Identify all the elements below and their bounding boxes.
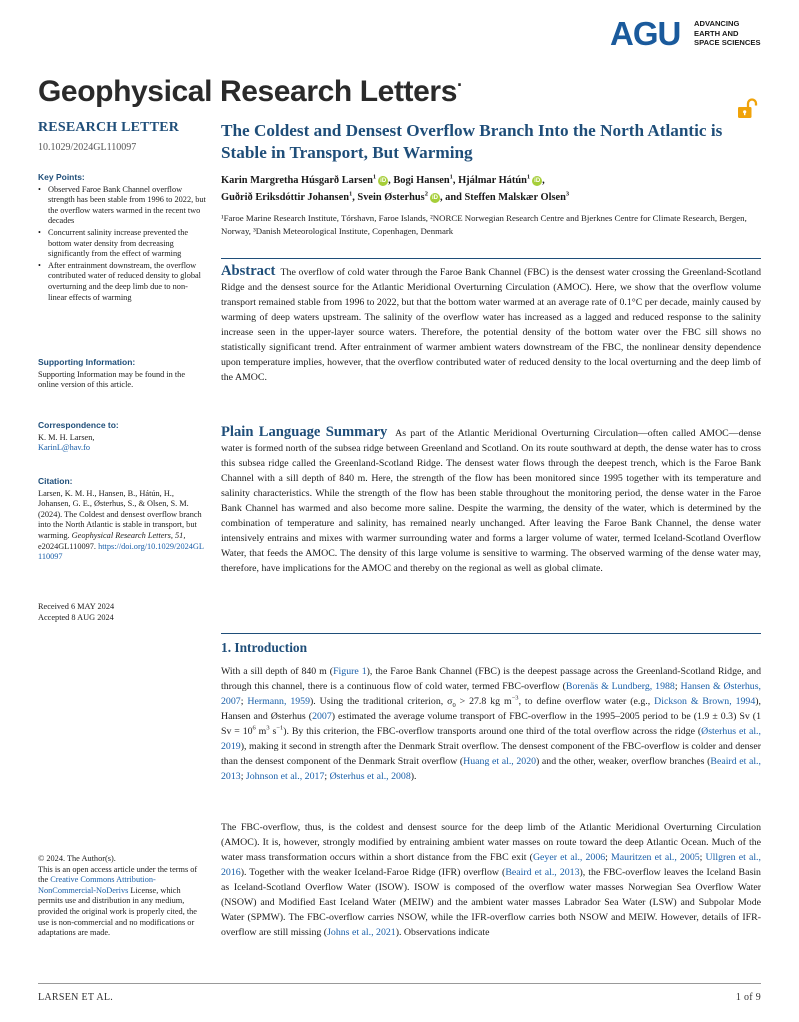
citation-link[interactable]: Ullgren et al., 2016 [221, 852, 761, 879]
received-date: Received 6 MAY 2024 [38, 602, 115, 611]
orcid-icon[interactable]: iD [431, 195, 438, 201]
affiliations: ¹Faroe Marine Research Institute, Tórshavn, Faroe Islands, ²NORCE Norwegian Research Centre and Bjerknes Centre for Climate Research, Bergen, Norway, ³Danish Meteorological Institute, Copenhagen, Denmark [221, 213, 747, 236]
orcid-icon[interactable]: iD [380, 178, 387, 184]
copyright [38, 854, 206, 939]
license-link[interactable]: Creative Commons Attribution-NonCommercial-NoDerivs [38, 875, 156, 895]
footer-divider [38, 983, 761, 984]
citation-link[interactable]: Østerhus et al., 2019 [221, 726, 761, 753]
citation-link[interactable]: Beaird et al., 2013 [221, 756, 761, 783]
citation-link[interactable]: Hermann, 1959 [247, 696, 311, 708]
citation-link[interactable]: Geyer et al., 2006 [532, 852, 606, 864]
agu-logo-tagline: ADVANCING EARTH AND SPACE SCIENCES [694, 19, 761, 47]
citation-link[interactable]: Johnson et al., 2017 [245, 771, 325, 783]
citation-link[interactable]: Beaird et al., 2013 [505, 867, 580, 879]
section-divider [221, 633, 761, 634]
introduction-heading: 1. Introduction [221, 640, 308, 655]
author-name[interactable]: , Hjálmar Hátún [452, 175, 527, 186]
citation-text: Larsen, K. M. H., Hansen, B., Hátún, H., Johansen, G. E., Østerhus, S., & Olsen, S. M. (2024). The Coldest and densest overflow branch into the North Atlantic is stable in transport, but warming. [38, 488, 202, 540]
citation-doi-link[interactable]: https://doi.org/10.1029/2024GL110097 [38, 541, 204, 562]
abstract-heading: Abstract [221, 263, 276, 279]
article-title: The Coldest and Densest Overflow Branch Into the North Atlantic is Stable in Transport, But Warming [221, 121, 723, 162]
correspondence-heading: Correspondence to: [38, 420, 119, 430]
figure-link[interactable]: Figure 1 [333, 666, 367, 677]
abstract-text: The overflow of cold water through the Faroe Bank Channel (FBC) is the densest water crossing the Greenland-Scotland Ridge and the densest source for the Atlantic Meridional Overturning Circulation (AMOC). Here, we show that the overflow volume transport remained stable from 1996 to 2022, but that the bottom water warmed at an average rate of 0.1°C per decade, mainly caused by warming of deep waters upstream. The salinity of the overflow water has increased as a lagged and reduced response to the salinity increase seen in the upper-layer source waters. Therefore, the potential density of the bottom water over the FBC sill shows no statistically significant trend. After entrainment of warmer ambient waters downstream of the FBC, the nonlinear density dependence upon temperature implies, however, that the overflow contributed water of reduced density to the local overturning and the deep limb of the AMOC. [221, 267, 761, 384]
key-point-item: • Concurrent salinity increase prevented the bottom water density from decreasing significantly from the effect of warming [38, 228, 206, 260]
citation-link[interactable]: Østerhus et al., 2008 [329, 771, 411, 783]
intro-paragraph-2: The FBC-overflow, thus, is the coldest and densest source for the deep limb of the Atlantic Meridional Overturning Circulation (AMOC). It is, however, strongly modified by entraining ambient water masses on route toward the deep Atlantic Ocean. Much of the water mass transformation occurs within a short distance from the FBC exit (Geyer et al., 2006; Mauritzen et al., 2005; Ullgren et al., 2016). Together with the weaker Iceland-Faroe Ridge (IFR) overflow (Beaird et al., 2013), the FBC-overflow leaves the Iceland Basin as Iceland-Scotland Overflow Water (ISOW). ISOW is composed of the overflow water masses Norwegian Sea Overflow Water (NSOW) and Modified East Iceland Water (MEIW) and the ambient water masses Labrador Sea Water (LSW) and Subpolar Mode Water (SPMW). The FBC-overflow carries NSOW, while the IFR-overflow carries both NSOW and MEIW. However, details of IFR-overflow are still missing (Johns et al., 2021). Observations indicate [221, 822, 761, 939]
dates [38, 602, 206, 623]
key-points-heading: Key Points: [38, 172, 85, 182]
key-point-item: • Observed Faroe Bank Channel overflow strength has been stable from 1996 to 2022, but the overflow waters warmed in the recent two decades [38, 185, 206, 227]
supporting-heading: Supporting Information: [38, 357, 136, 367]
page-number: 1 of 9 [735, 992, 761, 1003]
pls-heading: Plain Language Summary [221, 424, 388, 440]
article-type: RESEARCH LETTER [38, 120, 180, 135]
citation-journal: Geophysical Research Letters, 51, [71, 530, 186, 540]
open-access-lock-icon [736, 98, 758, 120]
citation-heading: Citation: [38, 476, 73, 486]
correspondence-email-link[interactable]: KarinL@hav.fo [38, 443, 91, 453]
license-pre: This is an open access article under the terms of the [38, 864, 198, 885]
citation-link[interactable]: Huang et al., 2020 [463, 756, 537, 768]
plain-language-summary [221, 425, 761, 576]
citation-link[interactable]: Dickson & Brown, 1994 [654, 696, 756, 708]
key-point-item: • After entrainment downstream, the overflow contributed water of reduced density to global overturning and the deep limb due to non-linear effects of warming [38, 261, 206, 303]
citation-link[interactable]: Hansen & Østerhus, 2007 [221, 681, 762, 708]
abstract [221, 264, 761, 385]
supporting-information [38, 357, 206, 391]
pls-text: As part of the Atlantic Meridional Overturning Circulation—often called AMOC—dense water is formed north of the subsea ridge between Greenland and Scotland. On its route southward at depth, the dense water has to cross this subsea ridge called the Greenland-Scotland Ridge. The densest water flows through the deepest trench, which is the Faroe Bank Channel with a sill depth of 840 m. Here, the strength of the flow has been monitored since 1995 together with its temperature and salinity characteristics. While the strength of the flow has been stable throughout the monitoring period, the dense water in the Faroe Bank Channel has warmed and also become more saline. Despite the warming, the density of the water, which is determined by the combination of temperature and salinity, has remained nearly unchanged. After leaving the Faroe Bank Channel, the dense water intensively entrains and mixes with warmer surrounding water and forms a larger volume of water, termed Iceland-Scotland Overflow Water, that feeds the AMOC. The density of this large volume is sensitive to warming. The observed warming of the dense water may, therefore, have implications for the AMOC and thereby on the regional as well as global climate. [221, 428, 761, 575]
citation-link[interactable]: 2007 [312, 711, 332, 723]
citation-link[interactable]: Johns et al., 2021 [327, 927, 396, 939]
key-points [38, 172, 206, 304]
citation-article: e2024GL110097. [38, 541, 96, 551]
article-doi[interactable]: 10.1029/2024GL110097 [38, 142, 137, 153]
copyright-line: © 2024. The Author(s). [38, 854, 116, 863]
citation [38, 476, 206, 563]
section-divider [221, 258, 761, 259]
author-name[interactable]: Guðrið Eriksdóttir Johansen [221, 192, 349, 203]
supporting-text: Supporting Information may be found in the online version of this article. [38, 369, 186, 390]
intro-paragraph-1: With a sill depth of 840 m (Figure 1), the Faroe Bank Channel (FBC) is the deepest passage across the Greenland-Scotland Ridge, and through this channel, there is a continuous flow of cold water, termed FBC-overflow (Borenäs & Lundberg, 1988; Hansen & Østerhus, 2007; Hermann, 1959). Using the traditional criterion, $\sigma_0 > 27.8$ kg $m^{-3}$, to define overflow water (e.g., Dickson & Brown, 1994), Hansen and Østerhus (2007) estimated the average volume transport of FBC-overflow in the 1995–2005 period to be (1.9 ± 0.3) Sv (1 $Sv = 10^6$ $m^3$ $s^{-1}$). By this criterion, the FBC-overflow transports around one third of the total overflow across the ridge (Østerhus et al., 2019), making it second in strength after the Denmark Strait overflow. The densest component of the FBC-overflow is colder and denser than the densest component of the Denmark Strait overflow (Huang et al., 2020) and the other, weaker, overflow branches (Beaird et al., 2013; Johnson et al., 2017; Østerhus et al., 2008). [221, 666, 762, 783]
author-list: Karin Margretha Húsgarð Larsen$^1$iD , Bogi Hansen$^1$, Hjálmar Hátún$^1$iD , Guðrið Eriksdóttir Johansen$^1$, Svein Østerhus$^2$iD , and Steffen Malskær Olsen$^3$ [221, 173, 570, 203]
author-name[interactable]: , Svein Østerhus [352, 192, 425, 203]
correspondence [38, 420, 206, 454]
author-name[interactable]: , and Steffen Malskær Olsen [439, 192, 566, 203]
license-post: License, which permits use and distribution in any medium, provided the original work is properly cited, the use is non-commercial and no modifications or adaptations are made. [38, 885, 197, 938]
citation-link[interactable]: Mauritzen et al., 2005 [611, 852, 700, 864]
citation-link[interactable]: Borenäs & Lundberg, 1988 [565, 681, 675, 693]
journal-mark: · [457, 75, 463, 95]
agu-logo-letters: AGU [610, 15, 681, 52]
correspondence-name: K. M. H. Larsen, [38, 432, 95, 442]
orcid-icon[interactable]: iD [534, 178, 541, 184]
author-name[interactable]: , Bogi Hansen [388, 175, 450, 186]
accepted-date: Accepted 8 AUG 2024 [38, 612, 114, 622]
author-name[interactable]: Karin Margretha Húsgarð Larsen [221, 175, 373, 186]
journal-title: Geophysical Research Letters· [38, 75, 463, 108]
running-head: LARSEN ET AL. [38, 992, 114, 1003]
agu-logo[interactable] [610, 14, 770, 54]
